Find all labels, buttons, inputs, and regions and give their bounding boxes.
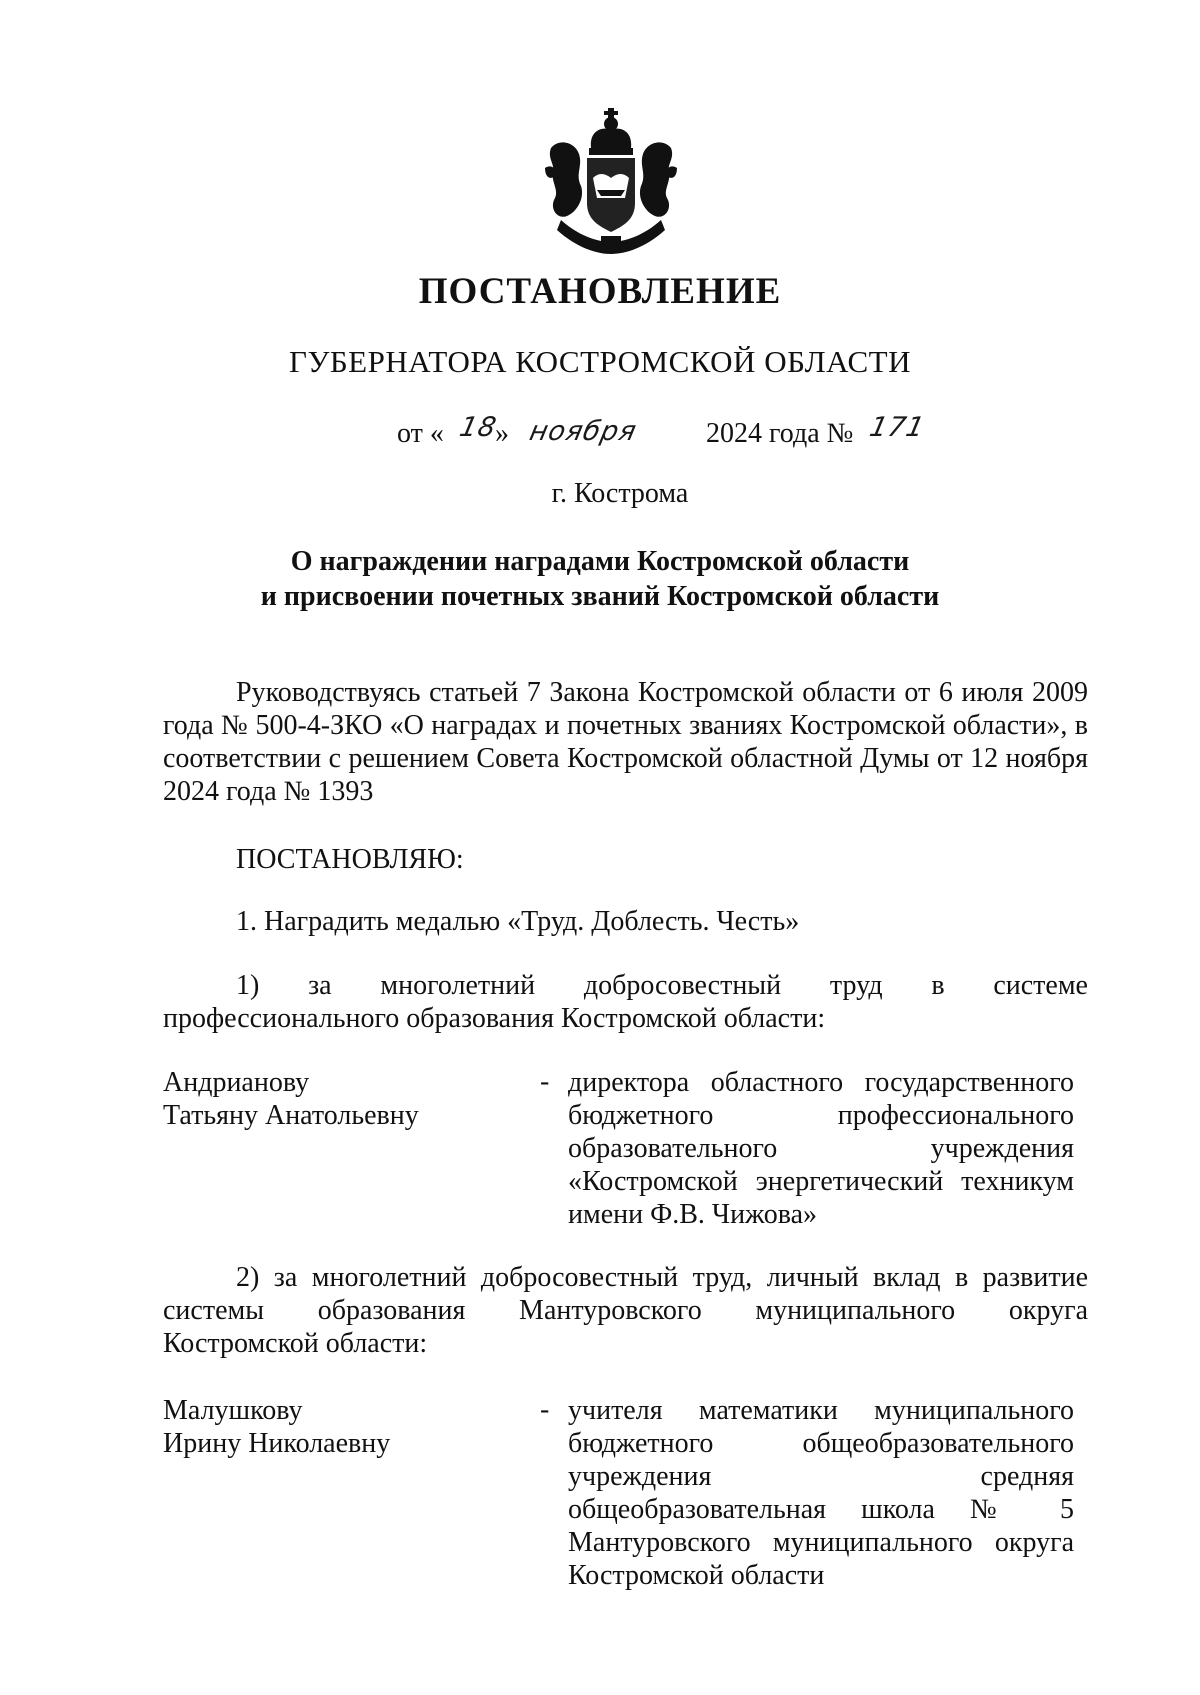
person-2-desc-line: общеобразовательная школа № 5 — [568, 1494, 1074, 1525]
person-1-dash: - — [540, 1066, 550, 1097]
decree-word: ПОСТАНОВЛЯЮ: — [236, 844, 464, 875]
issuer-line: ГУБЕРНАТОРА КОСТРОМСКОЙ ОБЛАСТИ — [289, 344, 911, 379]
coat-of-arms-icon — [541, 108, 681, 258]
person-2-surname: Малушкову — [163, 1395, 303, 1426]
person-1-name — [163, 1066, 419, 1132]
person-2-desc-line: Костромской области — [568, 1560, 825, 1591]
document-title: ПОСТАНОВЛЕНИЕ — [418, 271, 782, 312]
person-2-given-names: Ирину Николаевну — [163, 1428, 391, 1459]
subitem-2-line-3: Костромской области: — [163, 1328, 428, 1359]
person-1-desc-line: имени Ф.В. Чижова» — [568, 1199, 818, 1230]
heading-line-1: О награждении наградами Костромской области — [290, 546, 910, 577]
year-and-number-label: 2024 года № — [706, 418, 854, 449]
person-2-desc-line: учреждения средняя — [568, 1461, 1074, 1492]
city-line: г. Кострома — [551, 478, 689, 509]
person-2-desc-line: учителя математики муниципального — [568, 1395, 1074, 1426]
preamble-paragraph: Руководствуясь статьей 7 Закона Костромской области от 6 июля 2009 года № 500-4-ЗКО «О наградах и почетных званиях Костромской области», в соответствии с решением Совета Костромской областной Думы от 12 ноября 2024 года № 1393 — [163, 677, 1088, 807]
handwritten-number: 171 — [866, 412, 928, 443]
date-prefix: от « — [397, 418, 444, 449]
person-2-description — [568, 1394, 1074, 1592]
person-2-desc-line: Мантуровского муниципального округа — [568, 1527, 1074, 1558]
person-1-desc-line: «Костромской энергетический техникум — [568, 1166, 1074, 1197]
person-1-description — [568, 1066, 1074, 1231]
person-2-name — [163, 1394, 390, 1460]
person-2-dash: - — [540, 1394, 550, 1425]
person-1-desc-line: бюджетного профессионального — [568, 1100, 1074, 1131]
subitem-2-line-2: системы образования Мантуровского муниципального округа — [163, 1295, 1088, 1326]
date-mid: » — [495, 418, 509, 449]
person-2-desc-line: бюджетного общеобразовательного — [568, 1428, 1074, 1459]
handwritten-month: ноября — [526, 416, 640, 447]
person-1-given-names: Татьяну Анатольевну — [163, 1100, 419, 1131]
document-heading — [0, 544, 1200, 614]
handwritten-day: 18 — [456, 412, 500, 443]
item-1: 1. Наградить медалью «Труд. Доблесть. Честь» — [236, 906, 800, 937]
date-number-line — [0, 412, 1200, 462]
heading-line-2: и присвоении почетных званий Костромской области — [260, 581, 940, 612]
subitem-1-line-1: 1) за многолетний добросовестный труд в системе — [236, 970, 1088, 1001]
subitem-2-line-1: 2) за многолетний добросовестный труд, личный вклад в развитие — [236, 1262, 1088, 1293]
person-1-desc-line: директора областного государственного — [568, 1067, 1074, 1098]
person-1-desc-line: образовательного учреждения — [568, 1133, 1074, 1164]
subitem-1-line-2: профессионального образования Костромской области: — [163, 1003, 826, 1034]
person-1-surname: Андрианову — [163, 1067, 310, 1098]
